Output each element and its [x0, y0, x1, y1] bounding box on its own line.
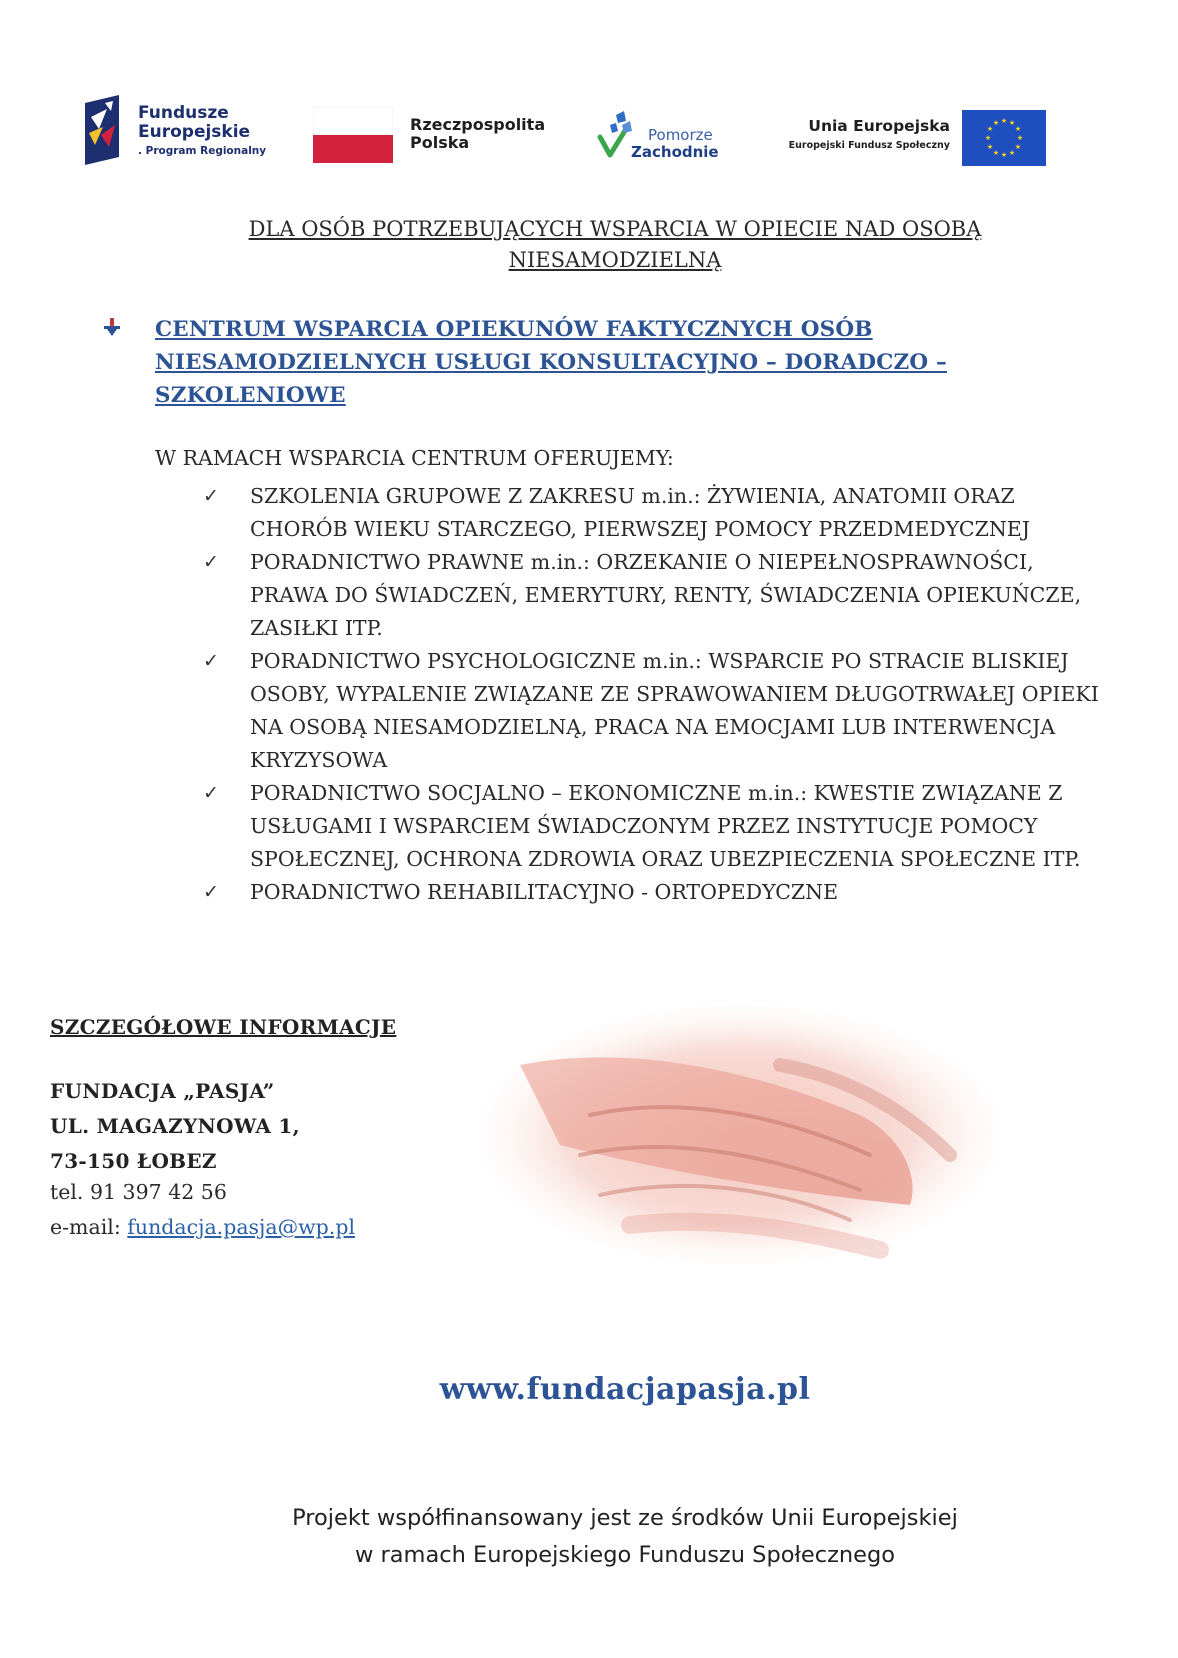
- service-text: SZKOLENIA GRUPOWE Z ZAKRESU m.in.: ŻYWIENIA, ANATOMII ORAZ CHORÓB WIEKU STARCZEGO, PIERWSZEJ POMOCY PRZEDMEDYCZNEJ: [250, 484, 1030, 541]
- checkmark-icon: ✓: [203, 551, 219, 573]
- unia-europejska-logo-text: [770, 117, 950, 151]
- section-heading-line1: CENTRUM WSPARCIA OPIEKUNÓW FAKTYCZNYCH OSÓB: [155, 317, 873, 342]
- unia-line1: Unia Europejska: [808, 117, 950, 135]
- service-text: PORADNICTWO SOCJALNO – EKONOMICZNE m.in.: KWESTIE ZWIĄZANE Z USŁUGAMI I WSPARCIEM ŚWIADCZONYM PRZEZ INSTYTUCJE POMOCY SPOŁECZNEJ, OCHRONA ZDROWIA ORAZ UBEZPIECZENIA SPOŁECZNE ITP.: [250, 781, 1081, 871]
- section-heading: [155, 313, 1015, 412]
- website-link[interactable]: www.fundacjapasja.pl: [439, 1372, 811, 1407]
- services-list: [195, 480, 1115, 909]
- pomorze-zachodnie-logo-text: [631, 127, 719, 161]
- service-item: [195, 546, 1115, 645]
- organization-street: UL. MAGAZYNOWA 1,: [50, 1114, 300, 1138]
- checkmark-icon: ✓: [203, 485, 219, 507]
- svg-text:★: ★: [992, 119, 1000, 127]
- funding-footer: [0, 1500, 1178, 1574]
- fundusze-line3: . Program Regionalny: [138, 145, 267, 157]
- page-title-line1: DLA OSÓB POTRZEBUJĄCYCH WSPARCIA W OPIECIE NAD OSOBĄ: [248, 217, 982, 241]
- fundusze-line2: Europejskie: [138, 122, 251, 142]
- svg-text:★: ★: [986, 143, 994, 151]
- section-heading-line2: NIESAMODZIELNYCH USŁUGI KONSULTACYJNO – DORADCZO –: [155, 350, 947, 375]
- organization-city: 73-150 ŁOBEZ: [50, 1149, 217, 1173]
- service-item: [195, 777, 1115, 876]
- service-item: [195, 480, 1115, 546]
- page-title: [150, 214, 1080, 276]
- polish-flag-icon: [313, 107, 393, 163]
- eu-flag-icon: [962, 110, 1046, 166]
- service-item: [195, 876, 1115, 909]
- service-text: PORADNICTWO PRAWNE m.in.: ORZEKANIE O NIEPEŁNOSPRAWNOŚCI, PRAWA DO ŚWIADCZEŃ, EMERYTURY, RENTY, ŚWIADCZENIA OPIEKUŃCZE, ZASIŁKI ITP.: [250, 550, 1082, 640]
- phone-number: tel. 91 397 42 56: [50, 1180, 227, 1204]
- svg-text:★: ★: [1008, 119, 1016, 127]
- email-link[interactable]: fundacja.pasja@wp.pl: [127, 1215, 356, 1239]
- checkmark-icon: ✓: [203, 782, 219, 804]
- footer-line2: w ramach Europejskiego Funduszu Społecznego: [354, 1542, 896, 1568]
- svg-text:★: ★: [1008, 149, 1016, 157]
- svg-text:★: ★: [1016, 134, 1024, 142]
- organization-name: FUNDACJA „PASJA”: [50, 1079, 275, 1103]
- pomorze-zachodnie-logo-icon: [596, 107, 636, 165]
- svg-text:★: ★: [986, 125, 994, 133]
- email-label: e-mail:: [50, 1215, 121, 1239]
- svg-text:★: ★: [992, 149, 1000, 157]
- unia-line2: Europejski Fundusz Społeczny: [788, 140, 950, 151]
- fundusze-europejskie-logo-icon: [85, 95, 125, 165]
- service-text: PORADNICTWO PSYCHOLOGICZNE m.in.: WSPARCIE PO STRACIE BLISKIEJ OSOBY, WYPALENIE ZWIĄZANE ZE SPRAWOWANIEM DŁUGOTRWAŁEJ OPIEKI NA OSOBĄ NIESAMODZIELNĄ, PRACA NA EMOCJAMI LUB INTERWENCJA KRYZYSOWA: [250, 649, 1099, 772]
- fundusze-europejskie-logo-text: [138, 104, 266, 157]
- services-intro: W RAMACH WSPARCIA CENTRUM OFERUJEMY:: [155, 446, 674, 470]
- page-title-line2: NIESAMODZIELNĄ: [508, 248, 722, 272]
- svg-text:★: ★: [984, 134, 992, 142]
- section-heading-line3: SZKOLENIOWE: [155, 383, 346, 408]
- checkmark-icon: ✓: [203, 650, 219, 672]
- footer-line1: Projekt współfinansowany jest ze środków Unii Europejskiej: [292, 1505, 958, 1531]
- svg-text:★: ★: [1000, 151, 1008, 159]
- rzeczpospolita-line1: Rzeczpospolita: [410, 115, 546, 134]
- email-line: [50, 1215, 355, 1239]
- rzeczpospolita-logo-text: [410, 116, 545, 152]
- svg-text:★: ★: [1014, 143, 1022, 151]
- service-text: PORADNICTWO REHABILITACYJNO - ORTOPEDYCZNE: [250, 880, 839, 904]
- arrow-bullet-icon: [103, 318, 121, 336]
- pomorze-line1: Pomorze: [648, 126, 713, 144]
- fundusze-line1: Fundusze: [138, 103, 229, 123]
- info-heading: SZCZEGÓŁOWE INFORMACJE: [50, 1015, 397, 1039]
- svg-text:★: ★: [1000, 117, 1008, 125]
- rzeczpospolita-line2: Polska: [410, 133, 470, 152]
- hands-photo-image: [480, 1005, 1000, 1265]
- checkmark-icon: ✓: [203, 881, 219, 903]
- service-item: [195, 645, 1115, 777]
- svg-text:★: ★: [1014, 125, 1022, 133]
- pomorze-line2: Zachodnie: [631, 143, 719, 161]
